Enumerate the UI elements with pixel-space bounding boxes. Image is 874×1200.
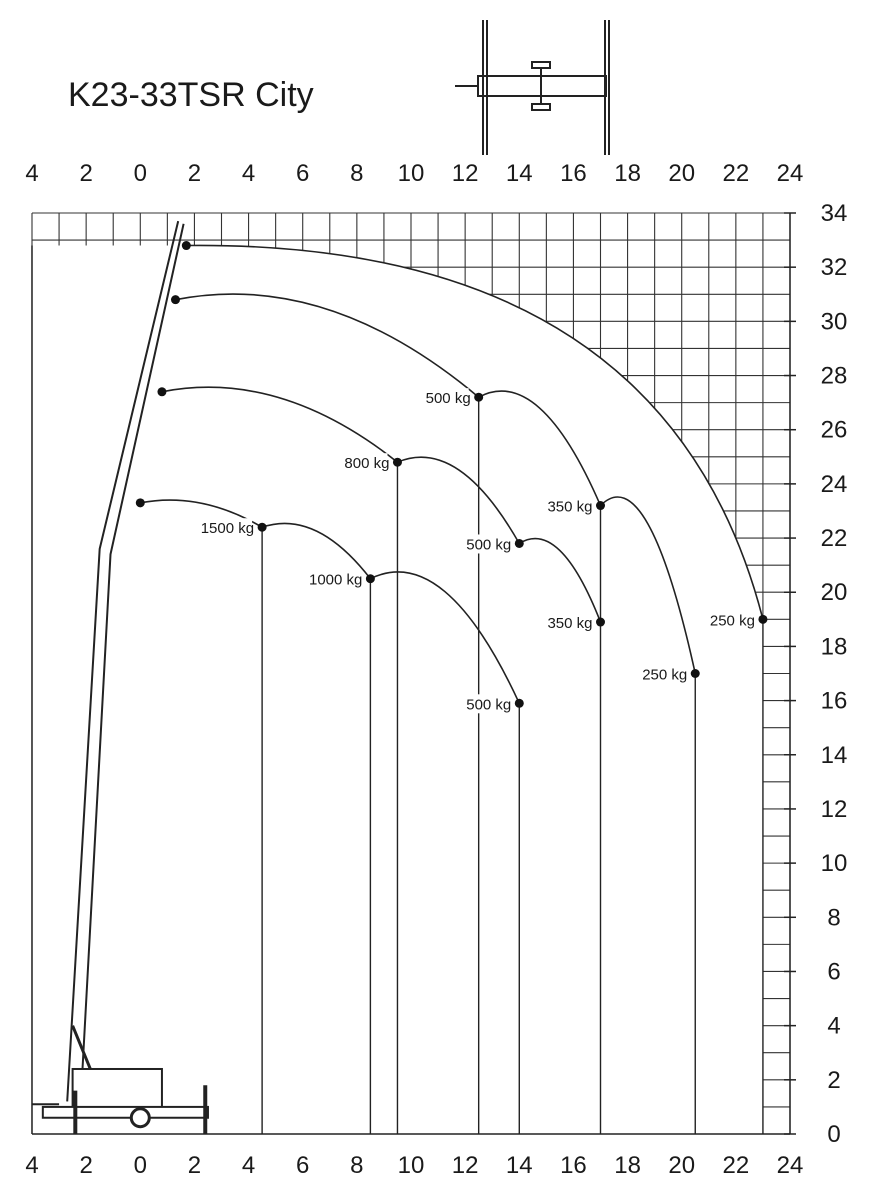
x-tick-label-top: 4 [241, 160, 256, 187]
y-tick-label: 20 [820, 579, 848, 607]
y-tick-label: 2 [827, 1066, 841, 1094]
x-tick-label-bottom: 8 [350, 1152, 364, 1179]
load-point [157, 387, 166, 396]
load-label: 350 kg [547, 615, 593, 633]
x-tick-label-bottom: 22 [722, 1152, 750, 1179]
truck-chassis [43, 1107, 208, 1118]
x-tick-label-top: 2 [79, 160, 93, 187]
load-point [596, 618, 605, 627]
load-point [171, 295, 180, 304]
x-tick-label-top: 20 [668, 160, 696, 187]
truck-cab [73, 1069, 162, 1112]
truck-wheel [131, 1109, 149, 1127]
x-tick-label-top: 22 [722, 160, 750, 187]
y-tick-label: 0 [827, 1121, 841, 1148]
load-label: 500 kg [466, 536, 512, 554]
y-tick-label: 30 [820, 308, 848, 336]
y-tick-label: 16 [820, 687, 848, 715]
x-tick-label-bottom: 4 [241, 1152, 256, 1179]
x-tick-label-bottom: 10 [397, 1152, 425, 1179]
load-label: 500 kg [425, 390, 471, 408]
y-tick-label: 12 [820, 795, 848, 823]
x-tick-label-bottom: 18 [614, 1152, 641, 1179]
x-tick-label-top: 10 [397, 160, 425, 187]
y-tick-label: 26 [820, 416, 848, 444]
y-tick-label: 4 [827, 1012, 841, 1040]
x-tick-label-top: 24 [776, 160, 804, 187]
x-tick-label-bottom: 4 [25, 1152, 39, 1179]
x-tick-label-top: 8 [350, 160, 364, 187]
load-label: 250 kg [642, 666, 688, 684]
load-point [596, 501, 605, 510]
x-tick-label-bottom: 12 [451, 1152, 479, 1179]
load-point [258, 523, 267, 532]
y-tick-label: 32 [820, 254, 848, 282]
load-point [474, 393, 483, 402]
load-point [515, 699, 524, 708]
x-tick-label-bottom: 14 [505, 1152, 533, 1179]
load-label: 1000 kg [309, 571, 363, 589]
y-tick-label: 10 [820, 850, 848, 878]
x-tick-label-top: 12 [451, 160, 479, 187]
load-label: 1500 kg [200, 520, 255, 538]
load-point [136, 498, 145, 507]
x-tick-label-top: 2 [187, 160, 202, 187]
y-tick-label: 14 [820, 741, 848, 769]
y-tick-label: 34 [820, 200, 848, 227]
chart-title: K23-33TSR City [68, 76, 314, 114]
x-tick-label-top: 4 [25, 160, 39, 187]
load-label: 500 kg [466, 696, 512, 714]
y-tick-label: 8 [827, 904, 841, 932]
x-tick-label-bottom: 6 [296, 1152, 310, 1179]
x-tick-label-top: 14 [505, 160, 533, 187]
load-label: 800 kg [344, 455, 390, 473]
x-tick-label-bottom: 2 [187, 1152, 202, 1179]
x-tick-label-top: 0 [133, 160, 147, 187]
load-point [366, 574, 375, 583]
y-tick-label: 22 [820, 525, 848, 553]
y-tick-label: 28 [820, 362, 848, 390]
load-point [182, 241, 191, 250]
x-tick-label-top: 16 [560, 160, 587, 187]
x-tick-label-top: 18 [614, 160, 641, 187]
outrigger-topview-icon [455, 20, 609, 155]
x-tick-label-bottom: 0 [133, 1152, 147, 1179]
y-tick-label: 24 [820, 470, 848, 498]
y-tick-label: 6 [827, 958, 841, 986]
load-point [691, 669, 700, 678]
load-point [758, 615, 767, 624]
load-label: 350 kg [547, 498, 593, 516]
load-point [393, 458, 402, 467]
load-point [515, 539, 524, 548]
y-tick-label: 18 [820, 633, 848, 661]
x-tick-label-bottom: 24 [776, 1152, 804, 1179]
x-tick-label-top: 6 [296, 160, 310, 187]
x-tick-label-bottom: 2 [79, 1152, 93, 1179]
x-tick-label-bottom: 20 [668, 1152, 696, 1179]
load-label: 250 kg [709, 612, 755, 630]
x-tick-label-bottom: 16 [560, 1152, 587, 1179]
